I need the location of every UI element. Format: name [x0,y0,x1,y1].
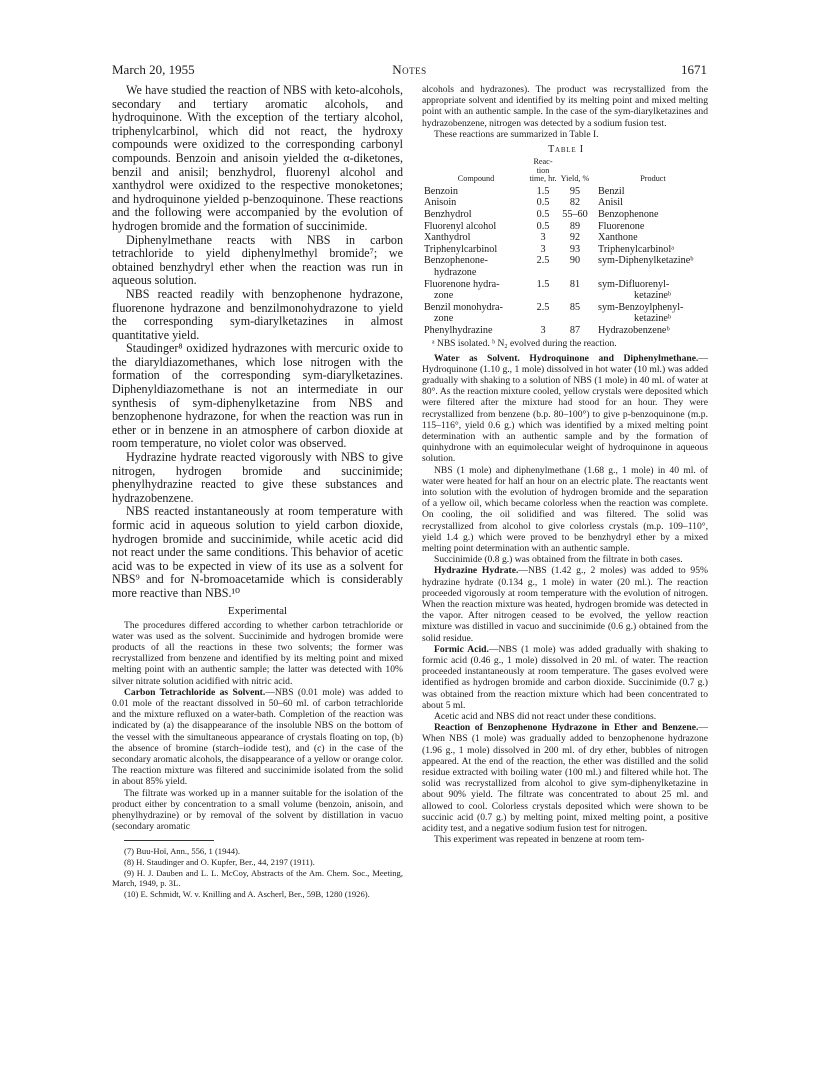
benzophenone-hydrazone-heading: Reaction of Benzophenone Hydrazone in Ether and Benzene. [434,722,699,734]
hydrazine-heading: Hydrazine Hydrate. [434,565,519,577]
benzophenone-hydrazone-text: —When NBS (1 mole) was gradually added to benzophenone hydrazone (1.96 g., 1 mole) dissolved in 200 ml. of dry ether, bubbles of nitrogen appeared. At the end of the reaction, the ether was distilled and the solid residue extracted with boiling water (100 ml.) and filtered while hot. The solid was recrystallized from alcohol to give sym-diphenylketazine in about 90% yield. The filtrate was concentrated to about 25 ml. and allowed to cool. Colorless crystals deposited which were shown to be succinic acid (0.7 g.) by melting point, mixed melting point, a positive acidity test, and a negative sodium fusion test for nitrogen. [422,722,708,835]
footnotes [112,846,403,899]
acetic-paragraph: Acetic acid and NBS did not react under these conditions. [434,711,657,723]
formic-heading: Formic Acid. [434,643,489,655]
cell-time: 2.5 [536,255,550,267]
cell-time: 3 [540,243,546,255]
table-row [424,279,708,302]
filtrate-paragraph: The filtrate was worked up in a manner suitable for the isolation of the product either by concentration to a small volume (benzoin, anisoin, and phenylhydrazine) or by removal of the solvent by distillation in vacuo (secondary aromatic [112,787,403,833]
right-intro [422,84,708,140]
paragraph: NBS reacted readily with benzophenone hydrazone, fluorenone hydrazone and benzilmonohydrazone to yield the corresponding sym-diarylketazines in almost quantitative yield. [112,286,403,342]
paragraph: Diphenylmethane reacts with NBS in carbon tetrachloride to yield diphenylmethyl bromide⁷; we obtained benzhydryl ether when the reaction was run in aqueous solution. [112,232,403,288]
cell-time: 3 [540,232,546,244]
product-name-cont: ketazineᵇ [634,290,672,302]
compound-name: Benzophenone- [424,255,488,267]
table-row [424,325,708,337]
product-name: Xanthone [598,232,638,244]
results-table [424,158,708,337]
table-row [424,221,708,233]
table-row [424,209,708,221]
succinimide-paragraph: Succinimide (0.8 g.) was obtained from the filtrate in both cases. [434,554,683,566]
cell-yield: 82 [569,197,581,209]
header-product: Product [640,174,666,184]
cell-time: 3 [540,324,546,336]
table-row [424,186,708,198]
cell-product [592,244,708,256]
product-name: Benzil [598,185,625,197]
water-heading: Water as Solvent. Hydroquinone and Diphenylmethane. [434,352,699,364]
table-1 [424,144,708,349]
paragraph: We have studied the reaction of NBS with keto-alcohols, secondary and tertiary aromatic alcohols, and hydroquinone. With the exception of the tertiary alcohol, triphenylcarbinol, which did not react, the hydroxy compounds were oxidized to the corresponding carbonyl compounds. Benzoin and anisoin yielded the α-diketones, benzil and anisil; benzhydrol, fluorenyl alcohol and xanthydrol were oxidized to the respective monoketones; and hydroquinone yielded p-benzoquinone. These reactions and the following were accompanied by the evolution of hydrogen bromide and the formation of succinimide. [112,83,403,233]
table-row [424,244,708,256]
compound-name: Phenylhydrazine [424,324,493,336]
running-header [112,62,707,80]
ccl4-heading: Carbon Tetrachloride as Solvent. [124,686,266,698]
experimental-intro: The procedures differed according to whether carbon tetrachloride or water was used as the solvent. Succinimide and hydrogen bromide were products of all the reactions in these two solvents; the former was recrystallized from benzene and identified by its melting point and mixed melting point with an authentic sample; the latter was detected with 10% silver nitrate solution acidified with nitric acid. [112,619,403,687]
compound-name: Xanthydrol [424,232,471,244]
cell-yield: 81 [569,278,581,290]
compound-name: Benzoin [424,185,458,197]
compound-name: Fluorenyl alcohol [424,220,497,232]
cell-yield: 85 [569,301,581,313]
cell-compound [424,244,528,256]
cell-product [592,279,708,302]
cell-yield: 55–60 [562,208,588,220]
cell-time: 1.5 [536,185,550,197]
product-name-cont: ketazineᵇ [634,313,672,325]
product-name: Triphenylcarbinolᵃ [598,243,674,255]
cell-product [592,232,708,244]
table-header-row [424,158,708,186]
cell-compound [424,186,528,198]
cell-time: 2.5 [536,301,550,313]
table-body [424,186,708,337]
table-title: Table I [548,144,584,156]
cell-compound [424,209,528,221]
experimental-section [112,620,403,833]
cell-product [592,197,708,209]
compound-name-cont: zone [434,313,454,325]
compound-name: Anisoin [424,197,457,209]
compound-name-cont: zone [434,290,454,302]
diphenylmethane-paragraph: NBS (1 mole) and diphenylmethane (1.68 g., 1 mole) in 40 ml. of water were heated for half an hour on an electric plate. The reactants went into solution with the evolution of hydrogen bromide and the separation of a yellow oil, which became colorless when the reaction was complete. On cooling, the oil solidified and was filtered. The solid was recrystallized from alcohol to give colorless crystals (m.p. 109–110°, yield 1.4 g.) which were proved to be benzhydryl ether by a mixed melting point determination with an authentic sample. [422,464,708,554]
cell-product [592,186,708,198]
repeat-paragraph: This experiment was repeated in benzene at room tem- [434,834,645,846]
cell-product [592,302,708,325]
header-section: Notes [392,62,427,77]
cell-compound [424,197,528,209]
header-compound: Compound [457,174,495,184]
cell-compound [424,302,528,325]
hydrazine-text: —NBS (1.42 g., 2 moles) was added to 95% hydrazine hydrate (0.134 g., 1 mole) in water (20 ml.). The reaction proceeded vigorously at room temperature with the evolution of nitrogen. When the reaction mixture was heated, hydrogen bromide was detected in the vapor. After nitrogen ceased to be evolved, the yellow reaction mixture was distilled in vacuo and succinimide (0.6 g.) obtained from the solid residue. [422,565,708,644]
product-name: Benzophenone [598,208,659,220]
water-paragraph [422,353,708,465]
cell-compound [424,279,528,302]
cell-time: 0.5 [536,208,550,220]
footnote: (8) H. Staudinger and O. Kupfer, Ber., 44, 2197 (1911). [124,857,315,868]
cell-compound [424,255,528,278]
cell-product [592,255,708,278]
water-section [422,353,708,846]
cell-time: 1.5 [536,278,550,290]
paragraph: Hydrazine hydrate reacted vigorously with NBS to give nitrogen, hydrogen bromide and succinimide; phenylhydrazine reacted to give these substances and hydrazobenzene. [112,450,403,505]
ccl4-text: —NBS (0.01 mole) was added to 0.01 mole of the reactant dissolved in 50–60 ml. of carbon tetrachloride and the mixture refluxed on a water-bath. Completion of the reaction was indicated by (a) the disappearance of the insoluble NBS on the bottom of the vessel with the simultaneous appearance of crystals floating on top, (b) the absence of bromine (starch–iodide test), and (c) in the case of the secondary aromatic alcohols, the disappearance of a yellow or orange color. The reaction mixture was filtered and succinimide isolated from the solid in about 85% yield. [112,686,403,788]
cell-product [592,221,708,233]
cell-yield: 89 [569,220,581,232]
table-row [424,255,708,278]
summary-sentence: These reactions are summarized in Table I. [434,128,599,140]
cell-yield: 87 [569,324,581,336]
product-name: Fluorenone [598,220,645,232]
compound-name: Fluorenone hydra- [424,278,500,290]
cell-yield: 95 [569,185,581,197]
right-column [422,84,708,845]
table-notes: ᵃ NBS isolated. ᵇ N₂ evolved during the reaction. [432,338,617,349]
formic-paragraph [422,644,708,711]
cell-yield: 90 [569,255,581,267]
table-row [424,197,708,209]
cell-yield: 93 [569,243,581,255]
footnote: (10) E. Schmidt, W. v. Knilling and A. Ascherl, Ber., 59B, 1280 (1926). [124,888,370,899]
body-text [112,84,403,601]
header-time: Reac- tion time, hr. [529,157,557,184]
cell-product [592,209,708,221]
water-text: —Hydroquinone (1.10 g., 1 mole) dissolved in hot water (10 ml.) was added gradually with shaking to a solution of NBS (1 mole) in 40 ml. of water at 80°. As the reaction mixture cooled, yellow crystals were deposited which were filtered after the mixture had stood for an hour. They were recrystallized from benzene (b.p. 80–100°) to give p-benzoquinone (m.p. 115–116°, yield 0.6 g.) which was identified by a mixed melting point determination with an authentic sample and by the formation of quinhydrone with an equimolecular weight of hydroquinone in aqueous solution. [422,352,708,465]
cell-time: 0.5 [536,197,550,209]
cell-time: 0.5 [536,220,550,232]
compound-name: Benzil monohydra- [424,301,503,313]
hydrazine-paragraph [422,565,708,643]
header-page-number: 1671 [681,62,707,77]
experimental-heading: Experimental [227,604,288,617]
footnote-rule [124,840,214,841]
benzophenone-hydrazone-paragraph [422,722,708,834]
footnote: (9) H. J. Dauben and L. L. McCoy, Abstracts of the Am. Chem. Soc., Meeting, March, 1949, p. 3L. [112,867,403,889]
paragraph: Staudinger⁸ oxidized hydrazones with mercuric oxide to the diaryldiazomethanes, which lose nitrogen with the formation of the corresponding sym-diarylketazines. Diphenyldiazomethane is not an intermediate in our synthesis of sym-diphenylketazine from NBS and benzophenone hydrazone, for when the reaction was run in ether or in benzene in an atmosphere of carbon dioxide at room temperature, no violet color was observed. [112,341,403,451]
paragraph: NBS reacted instantaneously at room temperature with formic acid in aqueous solution to yield carbon dioxide, hydrogen bromide and succinimide, while acetic acid did not react under the same conditions. This behavior of acetic acid was to be expected in view of its use as a solvent for NBS⁹ and for N-bromoacetamide which is considerably more reactive than NBS.¹⁰ [112,504,403,600]
cell-compound [424,232,528,244]
ccl4-paragraph [112,687,403,788]
compound-name-cont: hydrazone [434,266,477,278]
compound-name: Triphenylcarbinol [424,243,498,255]
header-yield: Yield, % [560,174,590,184]
formic-text: —NBS (1 mole) was added gradually with shaking to formic acid (0.46 g., 1 mole) dissolved in 20 ml. of water. The reaction proceeded instantaneously at room temperature. The gases evolved were identified as hydrogen bromide and carbon dioxide. Succinimide (0.7 g.) was obtained from the reaction mixture which had been concentrated to about 5 ml. [422,643,709,711]
cell-compound [424,325,528,337]
product-name: sym-Benzoylphenyl- [598,301,684,313]
table-row [424,302,708,325]
product-name: Hydrazobenzeneᵇ [598,324,670,336]
compound-name: Benzhydrol [424,208,472,220]
product-name: Anisil [598,197,623,209]
product-name: sym-Diphenylketazineᵇ [598,255,694,267]
header-date: March 20, 1955 [112,62,195,77]
cell-product [592,325,708,337]
footnote: (7) Buu-Hoï, Ann., 556, 1 (1944). [124,846,241,857]
left-column [112,84,403,899]
cell-compound [424,221,528,233]
cell-yield: 92 [569,232,581,244]
product-name: sym-Difluorenyl- [598,278,670,290]
continued-paragraph: alcohols and hydrazones). The product was recrystallized from the appropriate solvent and identified by its melting point and mixed melting point with an authentic sample. In the case of the sym-diarylketazines and hydrazobenzene, nitrogen was detected by a sodium fusion test. [422,84,708,129]
table-row [424,232,708,244]
